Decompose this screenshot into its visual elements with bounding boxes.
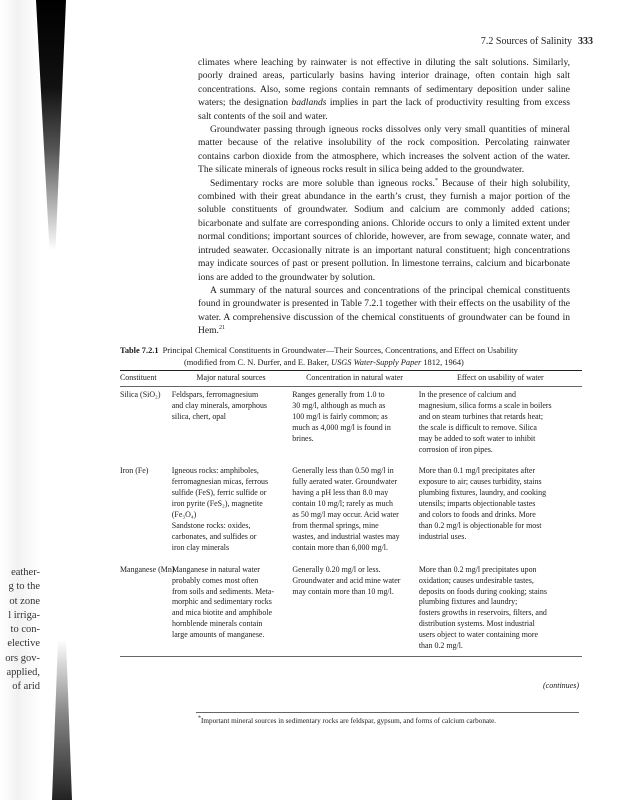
- header-effect: Effect on usability of water: [457, 373, 544, 383]
- constituents-table: [120, 370, 582, 657]
- cell-effect: In the presence of calcium and magnesium, silica forms a scale in boilers and on steam turbines that retards heat; the scale is difficult to remove. Silica may be added to soft water to inhibit corrosion of iron pipes.: [418, 390, 552, 454]
- table-caption: Table 7.2.1 Principal Chemical Constituents in Groundwater—Their Sources, Concentrations, and Effect on Usability (modified from C. N. Durfer, and E. Baker, USGS Water-Supply Paper 1812, 1964): [120, 346, 518, 367]
- facing-fragment: ot zone: [9, 595, 40, 607]
- cell-concentration: Generally 0.20 mg/l or less. Groundwater and acid mine water may contain more than 10 mg/l.: [292, 564, 401, 596]
- facing-fragment: eather-: [11, 567, 40, 578]
- facing-page-fragments: [0, 566, 40, 695]
- cell-concentration: Ranges generally from 1.0 to 30 mg/l, although as much as 100 mg/l is fairly common; as much as 4,000 mg/l is found in brines.: [292, 390, 391, 443]
- facing-fragment: applied,: [6, 667, 40, 679]
- footnote: *Important mineral sources in sedimentary rocks are feldspar, gypsum, and forms of calcium carbonate.: [198, 715, 497, 725]
- facing-fragment: elective: [7, 638, 40, 650]
- paragraph-4: A summary of the natural sources and concentrations of the principal chemical constituents found in groundwater is presented in Table 7.2.1 together with their effects on the usability of the water. A comprehensive discussion of the chemical constituents of groundwater can be found in Hem.$^{21}$: [198, 284, 570, 337]
- footnote-mark: *: [434, 177, 438, 184]
- section-title: 7.2 Sources of Salinity: [480, 36, 572, 47]
- reference-number: 21: [218, 324, 225, 331]
- cell-constituent: Silica (SiO₂): [120, 390, 161, 399]
- table-header-row: [120, 371, 582, 386]
- table-row: [120, 562, 582, 652]
- header-sources: Major natural sources: [196, 373, 266, 383]
- paragraph-2: Groundwater passing through igneous rocks dissolves only very small quantities of mineral matter because of the relative insolubility of the rock composition. Percolating rainwater contains carbon dioxide from the atmosphere, which increases the solvent action of the water. The silicate minerals of igneous rocks result in silica being added to the groundwater.: [198, 124, 570, 176]
- footnote-mark: *: [198, 715, 201, 722]
- cell-concentration: Generally less than 0.50 mg/l in fully aerated water. Groundwater having a pH less than 8.0 may contain 10 mg/l; rarely as much as 50 mg/l may occur. Acid water from thermal springs, mine wastes, and industrial wastes may contain more than 6,000 mg/l.: [292, 466, 400, 552]
- running-header: [481, 36, 593, 47]
- cell-sources: Manganese in natural water probably comes most often from soils and sediments. Meta- morphic and sedimentary rocks and mica biotite and amphibole hornblende minerals contain large amounts of manganese.: [172, 564, 275, 640]
- facing-fragment: of arid: [12, 681, 40, 693]
- table-bottom-rule: [120, 656, 582, 657]
- continues-note: (continues): [543, 681, 579, 690]
- table-row: [120, 463, 582, 553]
- cell-sources: Feldspars, ferromagnesium and clay minerals, amorphous silica, chert, opal: [171, 390, 268, 421]
- facing-fragment: g to the: [8, 581, 40, 593]
- cell-constituent: Manganese (Mn): [120, 564, 175, 574]
- facing-fragment: l irriga-: [8, 609, 40, 621]
- cell-effect: More than 0.1 mg/l precipitates after exposure to air; causes turbidity, stains plumbing fixtures, laundry, and cooking utensils; imparts objectionable tastes and colors to foods and drinks. More than 0.2 mg/l is objectionable for most industrial uses.: [418, 466, 547, 541]
- footnote-rule: [196, 712, 579, 713]
- facing-fragment: ors gov-: [5, 652, 40, 664]
- cell-sources: Igneous rocks: amphiboles, ferromagnesian micas, ferrous sulfide (FeS), ferric sulfide or iron pyrite (FeS₂), magnetite (Fe₃O₄) Sandstone rocks: oxides, carbonates, and sulfides or iron clay minerals: [171, 466, 269, 552]
- header-concentration: Concentration in natural water: [306, 373, 403, 383]
- table-row: [120, 387, 582, 455]
- table-label: Table 7.2.1: [120, 346, 159, 355]
- paragraph-3: Sedimentary rocks are more soluble than igneous rocks.* Because of their high solubility, combined with their great abundance in the earth’s crust, they furnish a major portion of the soluble constituents of groundwater. Sodium and calcium are commonly added cations; bicarbonate and sulfate are corresponding anions. Chloride occurs to only a limited extent under normal conditions; important sources of chloride, however, are from sewage, connate water, and intruded seawater. Occasionally nitrate is an important natural constituent; high concentrations may indicate sources of past or present pollution. In limestone terrains, calcium and bicarbonate ions are added to the groundwater by solution.: [198, 177, 570, 283]
- cell-effect: More than 0.2 mg/l precipitates upon oxidation; causes undesirable tastes, deposits on foods during cooking; stains plumbing fixtures and laundry; fosters growths in reservoirs, filters, and distribution systems. Most industrial users object to water containing more than 0.2 mg/l.: [418, 564, 547, 651]
- header-constituent: Constituent: [120, 373, 157, 383]
- body-text: [198, 56, 570, 338]
- cell-constituent: Iron (Fe): [120, 466, 149, 476]
- paragraph-1: climates where leaching by rainwater is not effective in diluting the salt solutions. Similarly, poorly drained areas, particularly basins having interior drainage, often contain high salt concentrations. Also, some regions contain remnants of sedimentary deposition under saline waters; the designation badlands implies in part the lack of productivity resulting from excess salt contents of the soil and water.: [198, 57, 570, 122]
- facing-fragment: to con-: [10, 624, 40, 636]
- page-number: 333: [578, 36, 593, 47]
